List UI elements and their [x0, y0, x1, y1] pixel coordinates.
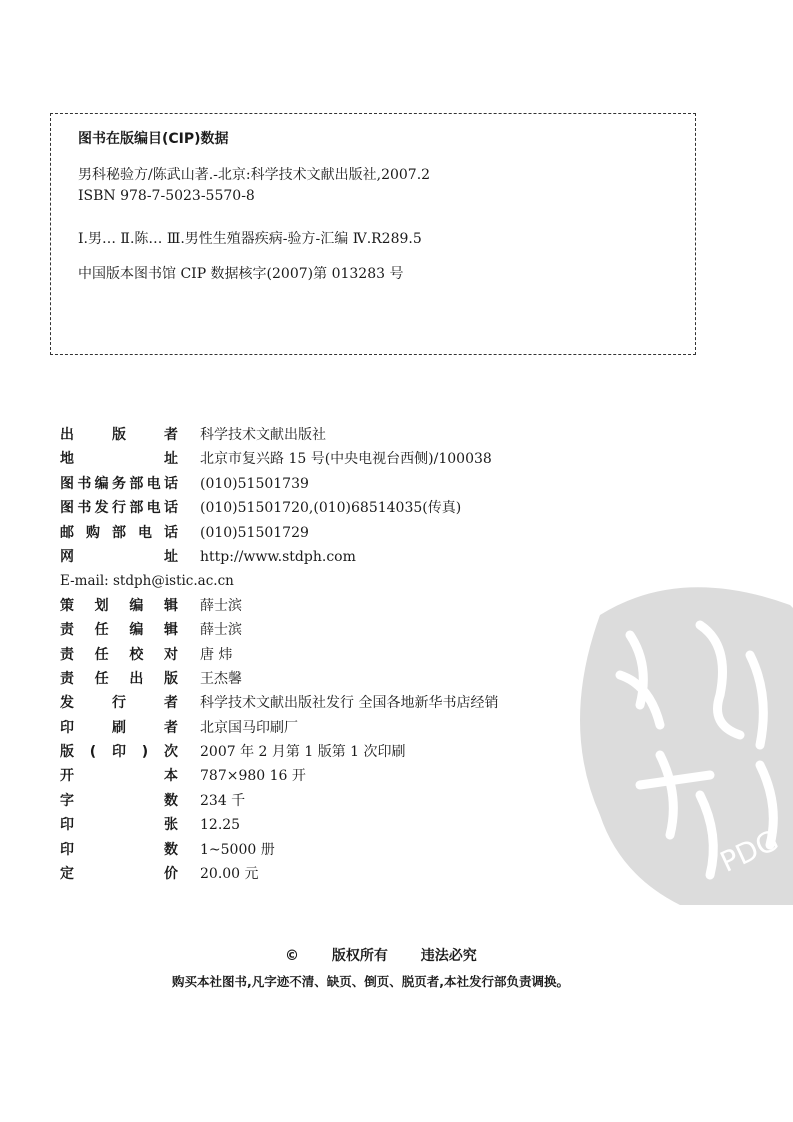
cip-approval-number: 中国版本图书馆 CIP 数据核字(2007)第 013283 号 [78, 266, 404, 282]
info-value: 科学技术文献出版社发行 全国各地新华书店经销 [200, 695, 499, 712]
info-row [60, 618, 498, 642]
info-row [60, 764, 498, 788]
info-row [60, 521, 498, 545]
info-row [60, 740, 498, 764]
info-row [60, 496, 498, 520]
info-row [60, 643, 498, 667]
info-label: 策划编辑 [60, 597, 178, 614]
info-value: 科学技术文献出版社 [200, 427, 326, 443]
info-row [60, 813, 498, 837]
info-label: 网址 [60, 548, 178, 565]
info-value: 北京国马印刷厂 [200, 719, 298, 736]
info-row [60, 545, 498, 569]
info-row [60, 789, 498, 813]
info-row [60, 569, 498, 593]
info-value: 唐 炜 [200, 646, 233, 663]
info-value: 20.00 元 [200, 866, 259, 883]
info-row [60, 691, 498, 715]
info-label: 印张 [60, 817, 178, 834]
info-value: http://www.stdph.com [200, 548, 356, 565]
info-row [60, 423, 498, 447]
info-value: 2007 年 2 月第 1 版第 1 次印刷 [200, 744, 406, 761]
info-label: 图书发行部电话 [60, 500, 178, 517]
info-label: 字数 [60, 792, 178, 809]
info-value: 1~5000 册 [200, 841, 275, 858]
info-row [60, 838, 498, 862]
cip-isbn: ISBN 978-7-5023-5570-8 [78, 188, 255, 204]
info-label: 印刷者 [60, 719, 178, 736]
info-label: 地址 [60, 451, 178, 468]
info-value: (010)51501739 [200, 475, 309, 492]
info-row [60, 472, 498, 496]
info-row [60, 447, 498, 471]
info-row [60, 716, 498, 740]
copyright-warning: 违法必究 [420, 948, 477, 964]
info-value: 787×980 16 开 [200, 768, 306, 785]
info-value: 薛士滨 [200, 622, 242, 639]
cip-title: 图书在版编目(CIP)数据 [78, 131, 229, 147]
info-value: 北京市复兴路 15 号(中央电视台西侧)/100038 [200, 451, 492, 468]
info-label: 责任出版 [60, 670, 178, 687]
svg-text:PDG: PDG [715, 823, 784, 879]
info-label: 版(印)次 [60, 744, 178, 761]
info-value: 王杰馨 [200, 670, 242, 687]
cip-data-box [50, 113, 696, 355]
info-label: 印数 [60, 841, 178, 858]
info-row [60, 667, 498, 691]
info-label: 邮购部电话 [60, 524, 178, 541]
info-value: 12.25 [200, 817, 241, 834]
watermark-seal [560, 575, 793, 905]
info-value: 薛士滨 [200, 597, 242, 614]
copyright-symbol: © [285, 948, 299, 964]
replacement-note: 购买本社图书,凡字迹不清、缺页、倒页、脱页者,本社发行部负责调换。 [172, 974, 569, 989]
cip-classification: Ⅰ.男… Ⅱ.陈… Ⅲ.男性生殖器疾病-验方-汇编 Ⅳ.R289.5 [78, 231, 422, 247]
copyright-rights: 版权所有 [331, 948, 388, 964]
info-label: 图书编务部电话 [60, 475, 178, 492]
info-row [60, 594, 498, 618]
copyright-notice [285, 945, 505, 965]
info-label: 发行者 [60, 695, 178, 712]
publication-info [60, 423, 498, 886]
info-value: 234 千 [200, 792, 246, 809]
info-label: 出版者 [60, 427, 178, 443]
info-row [60, 862, 498, 886]
info-label: 责任校对 [60, 646, 178, 663]
cip-bibliographic-line: 男科秘验方/陈武山著.-北京:科学技术文献出版社,2007.2 [78, 167, 431, 183]
info-value: (010)51501729 [200, 524, 309, 541]
info-label: 定价 [60, 866, 178, 883]
info-label: 开本 [60, 768, 178, 785]
info-label: 责任编辑 [60, 622, 178, 639]
email-line: E-mail: stdph@istic.ac.cn [60, 573, 234, 590]
info-value: (010)51501720,(010)68514035(传真) [200, 500, 462, 517]
